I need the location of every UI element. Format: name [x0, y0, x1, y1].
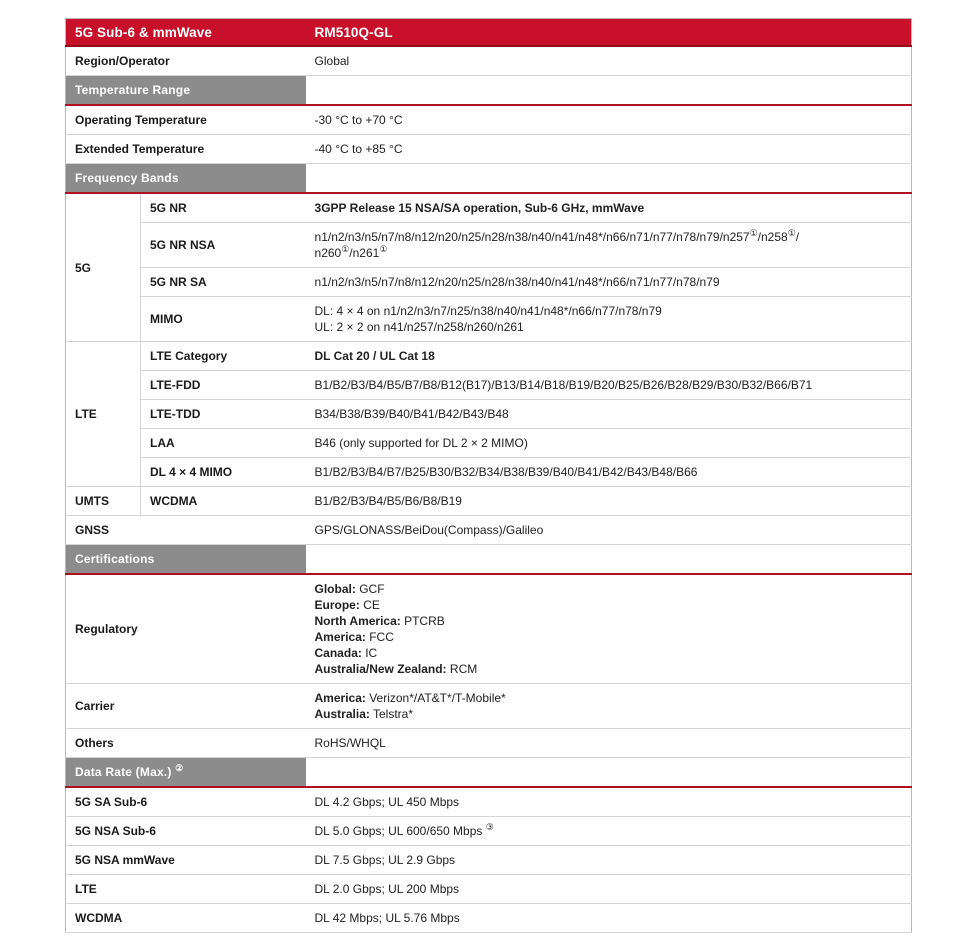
spec-label: Extended Temperature: [66, 135, 306, 164]
spec-value-line: [315, 910, 902, 926]
spec-value-line: [315, 581, 902, 597]
spec-label: LTE: [66, 875, 306, 904]
spec-value-text: Europe:: [314, 598, 360, 612]
section-spacer: [306, 758, 912, 788]
spec-row: [66, 46, 912, 76]
spec-label: GNSS: [66, 516, 306, 545]
spec-value: [306, 487, 912, 516]
spec-label: WCDMA: [66, 904, 306, 933]
section-header-row: [66, 164, 912, 194]
spec-value: [306, 371, 912, 400]
section-header-row: [66, 76, 912, 106]
spec-table: [65, 18, 912, 933]
spec-value-text: DL 4.2 Gbps; UL 450 Mbps: [314, 795, 460, 809]
spec-value-line: [315, 852, 902, 868]
spec-row: [66, 729, 912, 758]
spec-row: [66, 223, 912, 268]
spec-row: [66, 875, 912, 904]
spec-label: 5G SA Sub-6: [66, 787, 306, 817]
spec-row: [66, 904, 912, 933]
section-title: Data Rate (Max.) ②: [66, 758, 306, 788]
spec-value: [306, 574, 912, 684]
spec-value-text: CE: [359, 598, 380, 612]
spec-value-line: [315, 613, 902, 629]
spec-value: [306, 297, 912, 342]
spec-value-text: B1/B2/B3/B4/B7/B25/B30/B32/B34/B38/B39/B40/B41/B42/B43/B48/B66: [314, 465, 698, 479]
group-label: UMTS: [66, 487, 141, 516]
spec-value: [306, 46, 912, 76]
spec-value: [306, 429, 912, 458]
spec-value-text: Global:: [314, 582, 356, 596]
spec-value: [306, 729, 912, 758]
spec-value-text: IC: [361, 646, 378, 660]
spec-value-text: /n261: [349, 246, 380, 260]
spec-value-line: [315, 522, 902, 538]
spec-value-line: [315, 735, 902, 751]
spec-value-line: [315, 464, 902, 480]
spec-value: [306, 787, 912, 817]
spec-value-text: Verizon*/AT&T*/T-Mobile*: [365, 691, 506, 705]
spec-value-text: Global: [314, 54, 350, 68]
spec-row: [66, 371, 912, 400]
spec-row: [66, 400, 912, 429]
spec-value: [306, 875, 912, 904]
spec-value-text: -30 °C to +70 °C: [314, 113, 403, 127]
spec-value-text: DL 42 Mbps; UL 5.76 Mbps: [314, 911, 460, 925]
spec-value-line: [315, 794, 902, 810]
spec-value: [306, 193, 912, 223]
spec-value-line: [315, 690, 902, 706]
spec-label: Carrier: [66, 684, 306, 729]
spec-value-text: DL: 4 × 4 on n1/n2/n3/n7/n25/n38/n40/n41/n48*/n66/n77/n78/n79: [314, 304, 662, 318]
spec-value-text: B1/B2/B3/B4/B5/B6/B8/B19: [314, 494, 462, 508]
spec-label: LAA: [141, 429, 306, 458]
spec-value-text: UL: 2 × 2 on n41/n257/n258/n260/n261: [314, 320, 524, 334]
group-label: 5G: [66, 193, 141, 342]
spec-row: [66, 297, 912, 342]
spec-row: [66, 516, 912, 545]
spec-value-text: DL Cat 20 / UL Cat 18: [314, 349, 435, 363]
spec-value-line: [315, 303, 902, 319]
spec-value-text: /: [795, 230, 800, 244]
footnote-marker: ①: [341, 244, 350, 254]
spec-value-line: [315, 881, 902, 897]
spec-value: [306, 342, 912, 371]
spec-value-text: n1/n2/n3/n5/n7/n8/n12/n20/n25/n28/n38/n40/n41/n48*/n66/n71/n77/n78/n79/n257: [314, 230, 750, 244]
spec-row: [66, 268, 912, 297]
spec-value-text: /n258: [757, 230, 788, 244]
spec-value: [306, 684, 912, 729]
spec-value-line: [315, 597, 902, 613]
spec-label: LTE-FDD: [141, 371, 306, 400]
spec-value-text: B46 (only supported for DL 2 × 2 MIMO): [314, 436, 528, 450]
spec-value-text: RCM: [446, 662, 478, 676]
spec-label: Others: [66, 729, 306, 758]
table-header-model: RM510Q-GL: [306, 19, 912, 47]
spec-value-text: n260: [314, 246, 342, 260]
spec-value-line: [315, 274, 902, 290]
section-title: Frequency Bands: [66, 164, 306, 194]
spec-value-line: [315, 319, 902, 335]
spec-value-line: [315, 706, 902, 722]
spec-value: [306, 268, 912, 297]
spec-value-text: B1/B2/B3/B4/B5/B7/B8/B12(B17)/B13/B14/B18/B19/B20/B25/B26/B28/B29/B30/B32/B66/B71: [314, 378, 813, 392]
spec-value: [306, 135, 912, 164]
section-title: Certifications: [66, 545, 306, 575]
spec-value-text: DL 2.0 Gbps; UL 200 Mbps: [314, 882, 460, 896]
footnote-marker: ①: [379, 244, 388, 254]
footnote-marker: ①: [787, 228, 796, 238]
spec-row: [66, 846, 912, 875]
spec-value: [306, 400, 912, 429]
spec-value-line: [315, 200, 902, 216]
spec-value-text: Canada:: [314, 646, 362, 660]
spec-value-line: [315, 112, 902, 128]
spec-label: 5G NR: [141, 193, 306, 223]
spec-value-text: Telstra*: [369, 707, 414, 721]
spec-label: 5G NSA Sub-6: [66, 817, 306, 846]
spec-value: [306, 223, 912, 268]
spec-value: [306, 904, 912, 933]
spec-label: 5G NSA mmWave: [66, 846, 306, 875]
spec-label: 5G NR SA: [141, 268, 306, 297]
footnote-marker: ①: [749, 228, 758, 238]
spec-value-line: [315, 53, 902, 69]
section-spacer: [306, 545, 912, 575]
section-title: Temperature Range: [66, 76, 306, 106]
spec-value-line: [315, 661, 902, 677]
spec-value-text: Australia:: [314, 707, 370, 721]
spec-row: [66, 342, 912, 371]
spec-value-text: PTCRB: [400, 614, 445, 628]
section-spacer: [306, 76, 912, 106]
spec-value-line: [315, 645, 902, 661]
spec-value: [306, 458, 912, 487]
spec-row: [66, 684, 912, 729]
spec-value-line: [315, 823, 902, 839]
section-spacer: [306, 164, 912, 194]
spec-label: Region/Operator: [66, 46, 306, 76]
spec-value-text: RoHS/WHQL: [314, 736, 386, 750]
spec-value-line: [315, 245, 902, 261]
spec-row: [66, 193, 912, 223]
spec-row: [66, 105, 912, 135]
spec-label: Operating Temperature: [66, 105, 306, 135]
spec-row: [66, 487, 912, 516]
spec-label: MIMO: [141, 297, 306, 342]
spec-value: [306, 817, 912, 846]
group-label: LTE: [66, 342, 141, 487]
footnote-marker: ③: [485, 822, 494, 832]
spec-value-line: [315, 435, 902, 451]
spec-value-text: America:: [314, 691, 366, 705]
spec-value-text: GPS/GLONASS/BeiDou(Compass)/Galileo: [314, 523, 544, 537]
spec-label: 5G NR NSA: [141, 223, 306, 268]
spec-value-text: America:: [314, 630, 366, 644]
spec-value: [306, 516, 912, 545]
spec-value-line: [315, 629, 902, 645]
spec-value: [306, 105, 912, 135]
spec-value-text: FCC: [365, 630, 394, 644]
footnote-marker: ②: [175, 763, 184, 773]
spec-value-text: Australia/New Zealand:: [314, 662, 447, 676]
spec-value-line: [315, 141, 902, 157]
spec-row: [66, 458, 912, 487]
spec-value-text: n1/n2/n3/n5/n7/n8/n12/n20/n25/n28/n38/n40/n41/n48*/n66/n71/n77/n78/n79: [314, 275, 720, 289]
spec-value-line: [315, 377, 902, 393]
spec-value-line: [315, 406, 902, 422]
spec-value-text: North America:: [314, 614, 401, 628]
spec-value-text: 3GPP Release 15 NSA/SA operation, Sub-6 GHz, mmWave: [314, 201, 645, 215]
spec-table-body: [66, 46, 912, 933]
spec-label: LTE-TDD: [141, 400, 306, 429]
section-header-row: [66, 758, 912, 788]
spec-value-text: GCF: [355, 582, 385, 596]
spec-label: Regulatory: [66, 574, 306, 684]
spec-value-text: DL 5.0 Gbps; UL 600/650 Mbps: [314, 824, 486, 838]
table-header-row: [66, 19, 912, 47]
table-header-family: 5G Sub-6 & mmWave: [66, 19, 306, 47]
spec-row: [66, 429, 912, 458]
spec-row: [66, 787, 912, 817]
spec-row: [66, 574, 912, 684]
spec-value-line: [315, 493, 902, 509]
spec-row: [66, 817, 912, 846]
spec-value-line: [315, 348, 902, 364]
spec-label: LTE Category: [141, 342, 306, 371]
spec-value-text: -40 °C to +85 °C: [314, 142, 403, 156]
spec-value-text: B34/B38/B39/B40/B41/B42/B43/B48: [314, 407, 509, 421]
section-header-row: [66, 545, 912, 575]
spec-label: WCDMA: [141, 487, 306, 516]
spec-value: [306, 846, 912, 875]
spec-label: DL 4 × 4 MIMO: [141, 458, 306, 487]
spec-value-line: [315, 229, 902, 245]
spec-value-text: DL 7.5 Gbps; UL 2.9 Gbps: [314, 853, 456, 867]
spec-row: [66, 135, 912, 164]
